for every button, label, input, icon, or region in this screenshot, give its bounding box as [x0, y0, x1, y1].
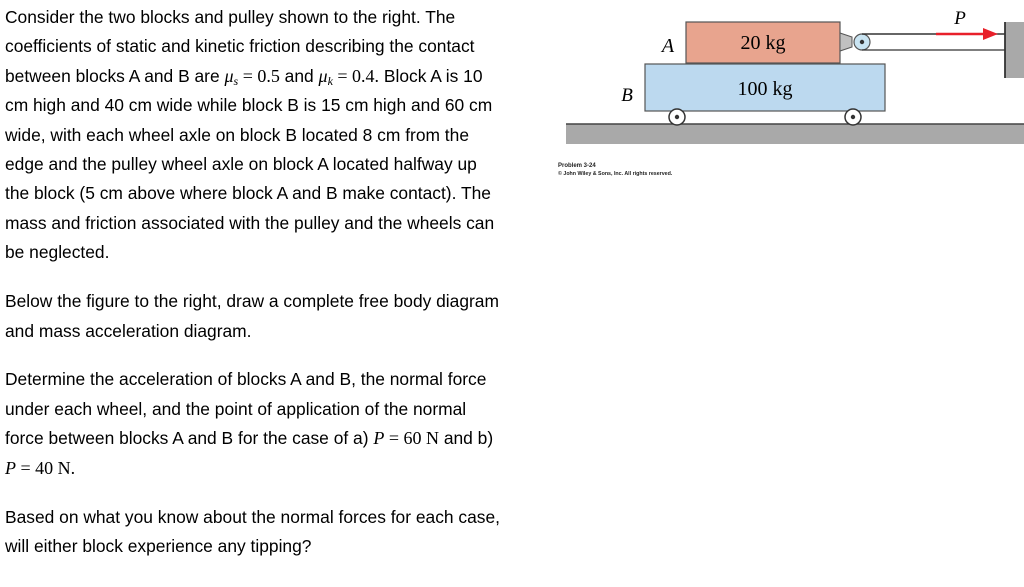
setup-text-and: and — [279, 65, 319, 86]
force-p-symbol-b: P — [5, 457, 16, 478]
mu-k-symbol: $\mu_k$ — [318, 65, 333, 88]
label-p: P — [954, 8, 966, 29]
mass-b-label: 100 kg — [737, 78, 793, 100]
problem-paragraph-diagram: Below the figure to the right, draw a complete free body diagram and mass acceleration diagram. — [5, 291, 499, 341]
force-p-value-a: = 60 N — [384, 428, 439, 449]
determine-text: Determine the acceleration of blocks A and B, the normal force under each wheel, and the point of application of the normal force between blocks A and B for the case of a) — [5, 369, 487, 449]
credit-problem-number: Problem 3-24 — [558, 163, 596, 169]
mu-s-value: = 0.5 — [238, 65, 280, 86]
setup-text-dimensions: Block A is 10 cm high and 40 cm wide while block B is 15 cm high and 60 cm wide, with each wheel axle on block B located 8 cm from the edge and the pulley wheel axle on block A located halfway up the block (5 cm above where block A and B make contact). The mass and friction associated with the pulley and the wheels can be neglected. — [5, 65, 495, 263]
force-p-value-b: = 40 N. — [16, 457, 76, 478]
force-arrow — [936, 28, 998, 40]
setup-text: Consider the two blocks and pulley shown to the right. The coefficients of static and kinetic friction describing the contact between blocks A and B are — [5, 7, 475, 86]
problem-text — [5, 3, 505, 561]
wheel-right — [845, 109, 861, 125]
pulley — [840, 33, 870, 51]
label-a: A — [661, 35, 675, 57]
ground — [566, 124, 1024, 144]
label-b: B — [621, 85, 633, 106]
blocks-pulley-figure — [552, 0, 1024, 190]
problem-paragraph-tipping: Based on what you know about the normal forces for each case, will either block experience any tipping? — [5, 506, 500, 556]
mass-a-label: 20 kg — [740, 32, 786, 54]
wall — [1005, 22, 1024, 78]
problem-paragraph-setup — [5, 3, 505, 268]
problem-paragraph-determine — [5, 365, 505, 483]
wheel-left — [669, 109, 685, 125]
determine-text-and: and b) — [438, 428, 494, 449]
credit-copyright: © John Wiley & Sons, Inc. All rights reserved. — [558, 171, 673, 177]
force-p-symbol-a: P — [373, 428, 385, 449]
mu-s-symbol: $\mu_s$ — [224, 65, 239, 88]
mu-k-value: = 0.4. — [332, 65, 380, 86]
